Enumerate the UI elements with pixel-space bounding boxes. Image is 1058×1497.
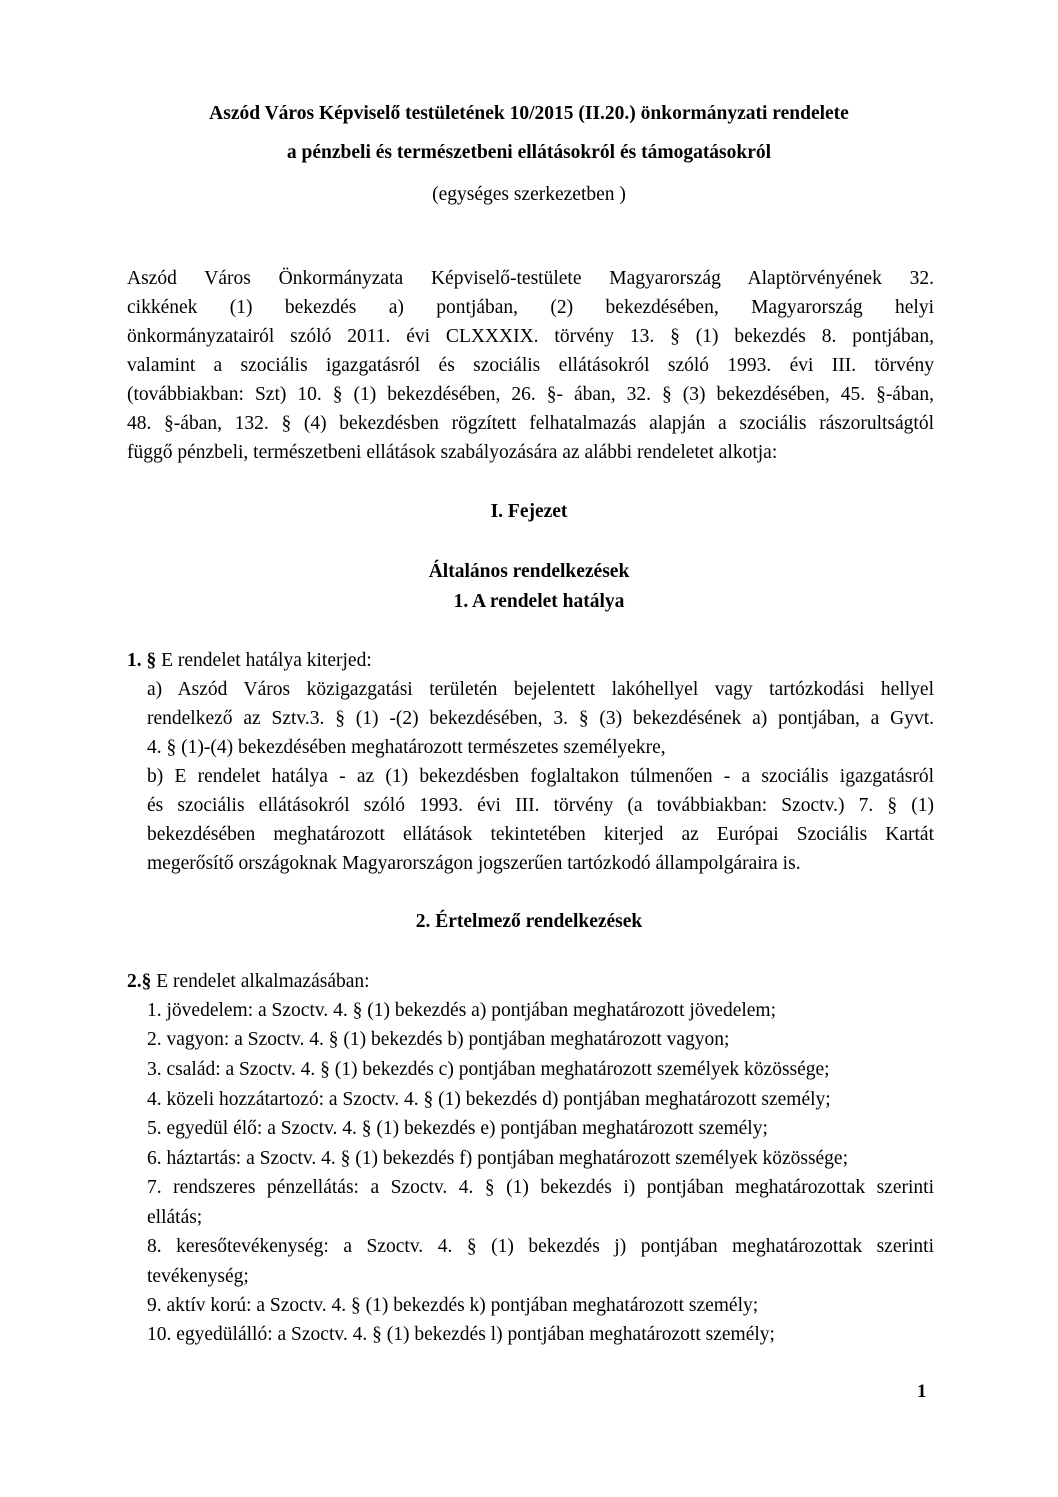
definition-item: 4. közeli hozzátartozó: a Szoctv. 4. § (1) bekezdés d) pontjában meghatározott személy; xyxy=(147,1089,831,1110)
definition-item: 8. keresőtevékenység: a Szoctv. 4. § (1) bekezdés j) pontjában meghatározottak szerinti xyxy=(147,1236,934,1257)
definition-item: 7. rendszeres pénzellátás: a Szoctv. 4. § (1) bekezdés i) pontjában meghatározottak szerinti xyxy=(147,1177,934,1198)
section-1-item-a-line: 4. § (1)-(4) bekezdésében meghatározott természetes személyekre, xyxy=(147,737,666,758)
definition-item: 2. vagyon: a Szoctv. 4. § (1) bekezdés b) pontjában meghatározott vagyon; xyxy=(147,1029,730,1050)
document-subtitle: (egységes szerkezetben ) xyxy=(432,184,626,205)
definition-item: 3. család: a Szoctv. 4. § (1) bekezdés c) pontjában meghatározott személyek közössége; xyxy=(147,1059,830,1080)
definition-item: 9. aktív korú: a Szoctv. 4. § (1) bekezdés k) pontjában meghatározott személy; xyxy=(147,1295,759,1316)
section-1-intro xyxy=(127,649,372,673)
preamble-line: (továbbiakban: Szt) 10. § (1) bekezdésében, 26. §- ában, 32. § (3) bekezdésében, 45. §-ában, xyxy=(127,384,934,405)
preamble-line: Aszód Város Önkormányzata Képviselő-testülete Magyarország Alaptörvényének 32. xyxy=(127,268,934,289)
section-1-item-a-line: rendelkező az Sztv.3. § (1) -(2) bekezdésében, 3. § (3) bekezdésének a) pontjában, a Gyvt. xyxy=(147,708,934,729)
preamble-line: függő pénzbeli, természetbeni ellátások szabályozására az alábbi rendeletet alkotja: xyxy=(127,442,778,463)
section-2-intro xyxy=(127,970,370,994)
chapter-subheading: Általános rendelkezések xyxy=(428,561,630,582)
preamble-line: cikkének (1) bekezdés a) pontjában, (2) bekezdésében, Magyarország helyi xyxy=(127,297,934,318)
preamble-line: önkormányzatairól szóló 2011. évi CLXXXIX. törvény 13. § (1) bekezdés 8. pontjában, xyxy=(127,326,934,347)
page-number: 1 xyxy=(917,1381,927,1402)
chapter-heading: I. Fejezet xyxy=(490,501,568,522)
section-number: 1. § xyxy=(127,650,157,671)
definition-item: 10. egyedülálló: a Szoctv. 4. § (1) bekezdés l) pontjában meghatározott személy; xyxy=(147,1324,775,1345)
section-1-item-b-line: bekezdésében meghatározott ellátások tekintetében kiterjed az Európai Szociális Kartát xyxy=(147,824,934,845)
document-title-line-2: a pénzbeli és természetbeni ellátásokról és támogatásokról xyxy=(286,142,772,163)
section-number: 2.§ xyxy=(127,971,152,992)
definition-item: 6. háztartás: a Szoctv. 4. § (1) bekezdés f) pontjában meghatározott személyek közössége; xyxy=(147,1148,849,1169)
preamble-line: 48. §-ában, 132. § (4) bekezdésben rögzített felhatalmazás alapján a szociális rászorultságtól xyxy=(127,413,934,434)
section-intro-text: E rendelet alkalmazásában: xyxy=(151,971,370,992)
section-1-item-b-line: megerősítő országoknak Magyarországon jogszerűen tartózkodó állampolgáraira is. xyxy=(147,853,801,874)
section-1-item-b-line: és szociális ellátásokról szóló 1993. évi III. törvény (a továbbiakban: Szoctv.) 7. § (1) xyxy=(147,795,934,816)
section-title-2: 2. Értelmező rendelkezések xyxy=(415,911,643,932)
definition-item-continuation: tevékenység; xyxy=(147,1266,249,1287)
section-1-item-a-line: a) Aszód Város közigazgatási területén bejelentett lakóhellyel vagy tartózkodási hellyel xyxy=(147,679,934,700)
section-title-1: 1. A rendelet hatálya xyxy=(453,591,625,612)
definition-item: 1. jövedelem: a Szoctv. 4. § (1) bekezdés a) pontjában meghatározott jövedelem; xyxy=(147,1000,777,1021)
definition-item: 5. egyedül élő: a Szoctv. 4. § (1) bekezdés e) pontjában meghatározott személy; xyxy=(147,1118,768,1139)
preamble-line: valamint a szociális igazgatásról és szociális ellátásokról szóló 1993. évi III. törvény xyxy=(127,355,934,376)
section-intro-text: E rendelet hatálya kiterjed: xyxy=(156,650,372,671)
document-title-line-1: Aszód Város Képviselő testületének 10/2015 (II.20.) önkormányzati rendelete xyxy=(209,103,849,124)
section-1-item-b-line: b) E rendelet hatálya - az (1) bekezdésben foglaltakon túlmenően - a szociális igazgatásról xyxy=(147,766,934,787)
definition-item-continuation: ellátás; xyxy=(147,1207,203,1228)
